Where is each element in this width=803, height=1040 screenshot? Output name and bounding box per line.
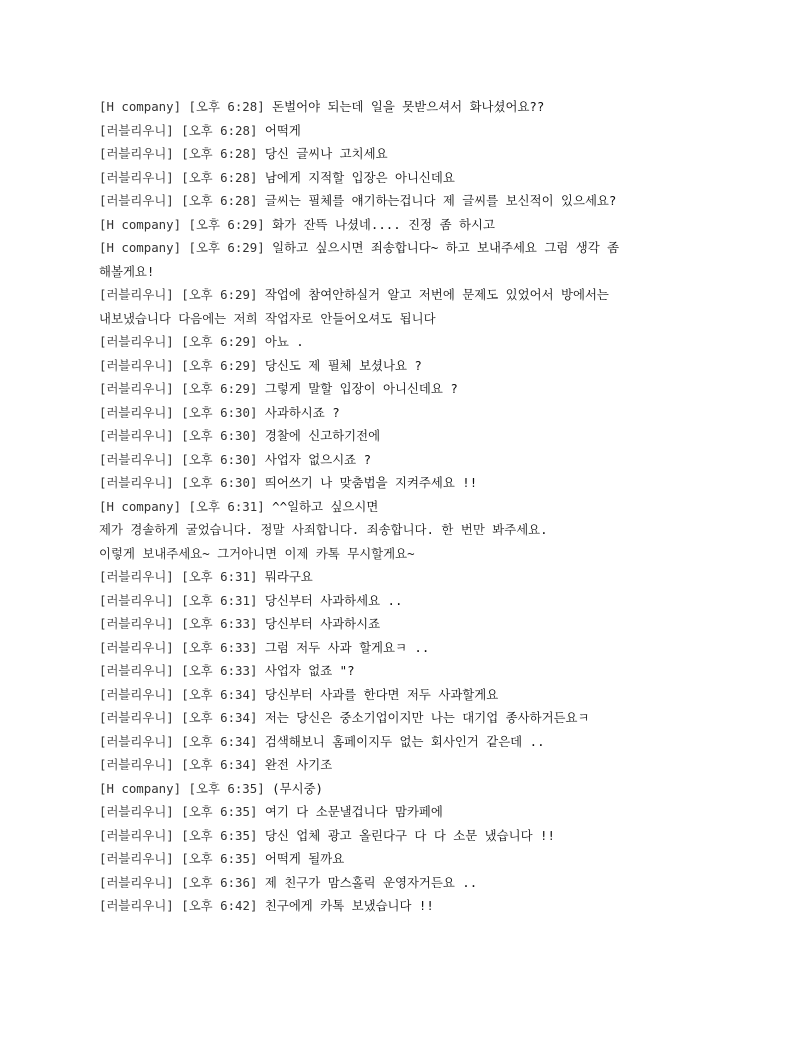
message-timestamp: [오후 6:29]: [188, 216, 265, 232]
chat-line: [99, 401, 739, 425]
message-timestamp: [오후 6:31]: [188, 498, 265, 514]
chat-line: [99, 424, 739, 448]
sender-name: [H company]: [99, 240, 182, 255]
chat-line: [99, 683, 739, 707]
message-text: 글씨는 필체를 얘기하는겁니다 제 글씨를 보신적이 있으세요?: [264, 193, 617, 208]
message-text: 돈벌어야 되는데 일을 못받으셔서 화나셨어요??: [272, 99, 545, 114]
sender-name: [러블리우니]: [99, 122, 174, 138]
message-timestamp: [오후 6:29]: [181, 381, 258, 396]
message-timestamp: [오후 6:29]: [181, 357, 258, 373]
chat-line: [99, 330, 739, 354]
chat-line: [99, 730, 739, 754]
sender-name: [러블리우니]: [99, 898, 174, 913]
chat-line: [99, 659, 739, 683]
sender-name: [러블리우니]: [99, 381, 174, 396]
message-text: 제 친구가 맘스홀릭 운영자거든요 ..: [264, 874, 478, 890]
message-timestamp: [오후 6:30]: [181, 475, 258, 490]
message-text: 검색해보니 홈페이지두 없는 회사인거 같은데 ..: [264, 733, 545, 749]
sender-name: [러블리우니]: [99, 686, 174, 702]
message-text: 띄어쓰기 나 맞춤법을 지켜주세요 !!: [264, 475, 478, 490]
chat-line: [99, 894, 739, 918]
message-text: 사업자 없으시죠 ?: [264, 451, 372, 467]
message-text: 당신도 제 필체 보셨나요 ?: [264, 357, 422, 373]
message-timestamp: [오후 6:33]: [181, 616, 258, 631]
sender-name: [러블리우니]: [99, 733, 174, 749]
message-timestamp: [오후 6:29]: [181, 287, 258, 302]
sender-name: [H company]: [99, 498, 182, 514]
sender-name: [러블리우니]: [99, 334, 174, 349]
chat-line: [99, 95, 739, 119]
message-text: 일하고 싶으시면 죄송합니다~ 하고 보내주세요 그럼 생각 좀: [272, 240, 620, 255]
chat-line: [99, 800, 739, 824]
message-timestamp: [오후 6:35]: [181, 827, 258, 843]
message-text: (무시중): [272, 780, 323, 796]
sender-name: [러블리우니]: [99, 804, 174, 819]
message-timestamp: [오후 6:34]: [181, 686, 258, 702]
message-continuation: 이렇게 보내주세요~ 그거아니면 이제 카톡 무시할게요~: [99, 545, 415, 561]
message-text: 아뇨 .: [264, 334, 304, 349]
message-text: 여기 다 소문낼겁니다 맘카페에: [264, 804, 443, 819]
message-timestamp: [오후 6:33]: [181, 663, 258, 678]
message-timestamp: [오후 6:35]: [188, 780, 265, 796]
message-timestamp: [오후 6:30]: [181, 451, 258, 467]
chat-line: [99, 189, 739, 213]
chat-line: [99, 142, 739, 166]
message-text: 그렇게 말할 입장이 아니신데요 ?: [264, 381, 458, 396]
chat-line: [99, 847, 739, 871]
chat-line: [99, 612, 739, 636]
sender-name: [러블리우니]: [99, 428, 174, 443]
sender-name: [러블리우니]: [99, 639, 174, 655]
chat-line: [99, 213, 739, 237]
sender-name: [H company]: [99, 780, 182, 796]
sender-name: [러블리우니]: [99, 404, 174, 420]
message-text: 어떡게 될까요: [264, 851, 345, 866]
sender-name: [러블리우니]: [99, 451, 174, 467]
message-text: 뭐라구요: [264, 569, 313, 584]
message-timestamp: [오후 6:42]: [181, 898, 258, 913]
sender-name: [러블리우니]: [99, 592, 174, 608]
chat-line: [99, 706, 739, 730]
sender-name: [러블리우니]: [99, 710, 174, 725]
message-timestamp: [오후 6:29]: [188, 240, 265, 255]
message-timestamp: [오후 6:35]: [181, 804, 258, 819]
message-text: 작업에 참여안하실거 알고 저번에 문제도 있었어서 방에서는: [264, 287, 609, 302]
message-timestamp: [오후 6:30]: [181, 404, 258, 420]
chat-line: [99, 119, 739, 143]
message-text: 그럼 저두 사과 할게요ㅋ ..: [264, 639, 430, 655]
message-text: 사과하시죠 ?: [264, 404, 340, 420]
message-timestamp: [오후 6:31]: [181, 592, 258, 608]
message-timestamp: [오후 6:29]: [181, 334, 258, 349]
chat-line: [99, 236, 739, 260]
message-timestamp: [오후 6:35]: [181, 851, 258, 866]
message-timestamp: [오후 6:33]: [181, 639, 258, 655]
message-text: 완전 사기조: [264, 757, 333, 772]
sender-name: [러블리우니]: [99, 357, 174, 373]
chat-line: [99, 824, 739, 848]
chat-line: [99, 354, 739, 378]
sender-name: [러블리우니]: [99, 475, 174, 490]
chat-line: [99, 471, 739, 495]
message-timestamp: [오후 6:28]: [188, 99, 265, 114]
message-timestamp: [오후 6:28]: [181, 146, 258, 161]
message-text: 친구에게 카톡 보냈습니다 !!: [264, 898, 434, 913]
sender-name: [H company]: [99, 216, 182, 232]
message-timestamp: [오후 6:28]: [181, 122, 258, 138]
sender-name: [러블리우니]: [99, 757, 174, 772]
sender-name: [러블리우니]: [99, 827, 174, 843]
chat-log: [99, 95, 739, 918]
message-continuation: 해볼게요!: [99, 263, 155, 279]
chat-line: [99, 777, 739, 801]
message-continuation: 제가 경솔하게 굴었습니다. 정말 사죄합니다. 죄송합니다. 한 번만 봐주세요.: [99, 522, 548, 537]
message-text: 화가 잔뜩 나셨네.... 진정 좀 하시고: [272, 216, 495, 232]
message-timestamp: [오후 6:30]: [181, 428, 258, 443]
message-text: 당신 업체 광고 올린다구 다 다 소문 냈습니다 !!: [264, 827, 555, 843]
sender-name: [러블리우니]: [99, 874, 174, 890]
chat-line: [99, 753, 739, 777]
message-timestamp: [오후 6:31]: [181, 569, 258, 584]
chat-line: [99, 448, 739, 472]
sender-name: [러블리우니]: [99, 616, 174, 631]
sender-name: [러블리우니]: [99, 287, 174, 302]
sender-name: [H company]: [99, 99, 182, 114]
message-text: 당신부터 사과하세요 ..: [264, 592, 403, 608]
sender-name: [러블리우니]: [99, 663, 174, 678]
chat-line: [99, 495, 739, 519]
message-continuation: 내보냈습니다 다음에는 저희 작업자로 안들어오셔도 됩니다: [99, 310, 436, 326]
chat-line: [99, 377, 739, 401]
message-text: 당신부터 사과를 한다면 저두 사과할게요: [264, 686, 499, 702]
sender-name: [러블리우니]: [99, 146, 174, 161]
message-text: 경찰에 신고하기전에: [264, 428, 381, 443]
message-timestamp: [오후 6:34]: [181, 710, 258, 725]
chat-line: [99, 565, 739, 589]
message-text: 사업자 없죠 "?: [264, 663, 355, 678]
chat-line: [99, 871, 739, 895]
chat-line: [99, 589, 739, 613]
chat-line: [99, 283, 739, 307]
message-text: 어떡게: [264, 122, 301, 138]
message-timestamp: [오후 6:34]: [181, 757, 258, 772]
sender-name: [러블리우니]: [99, 169, 174, 185]
chat-line: [99, 636, 739, 660]
message-timestamp: [오후 6:36]: [181, 874, 258, 890]
chat-line: [99, 166, 739, 190]
message-text: ^^일하고 싶으시면: [272, 498, 379, 514]
sender-name: [러블리우니]: [99, 193, 174, 208]
message-text: 저는 당신은 중소기업이지만 나는 대기업 종사하거든요ㅋ: [264, 710, 590, 725]
sender-name: [러블리우니]: [99, 851, 174, 866]
message-text: 당신 글씨나 고치세요: [264, 146, 388, 161]
message-text: 당신부터 사과하시죠: [264, 616, 381, 631]
message-timestamp: [오후 6:34]: [181, 733, 258, 749]
message-timestamp: [오후 6:28]: [181, 193, 258, 208]
sender-name: [러블리우니]: [99, 569, 174, 584]
message-text: 남에게 지적할 입장은 아니신데요: [264, 169, 455, 185]
message-timestamp: [오후 6:28]: [181, 169, 258, 185]
